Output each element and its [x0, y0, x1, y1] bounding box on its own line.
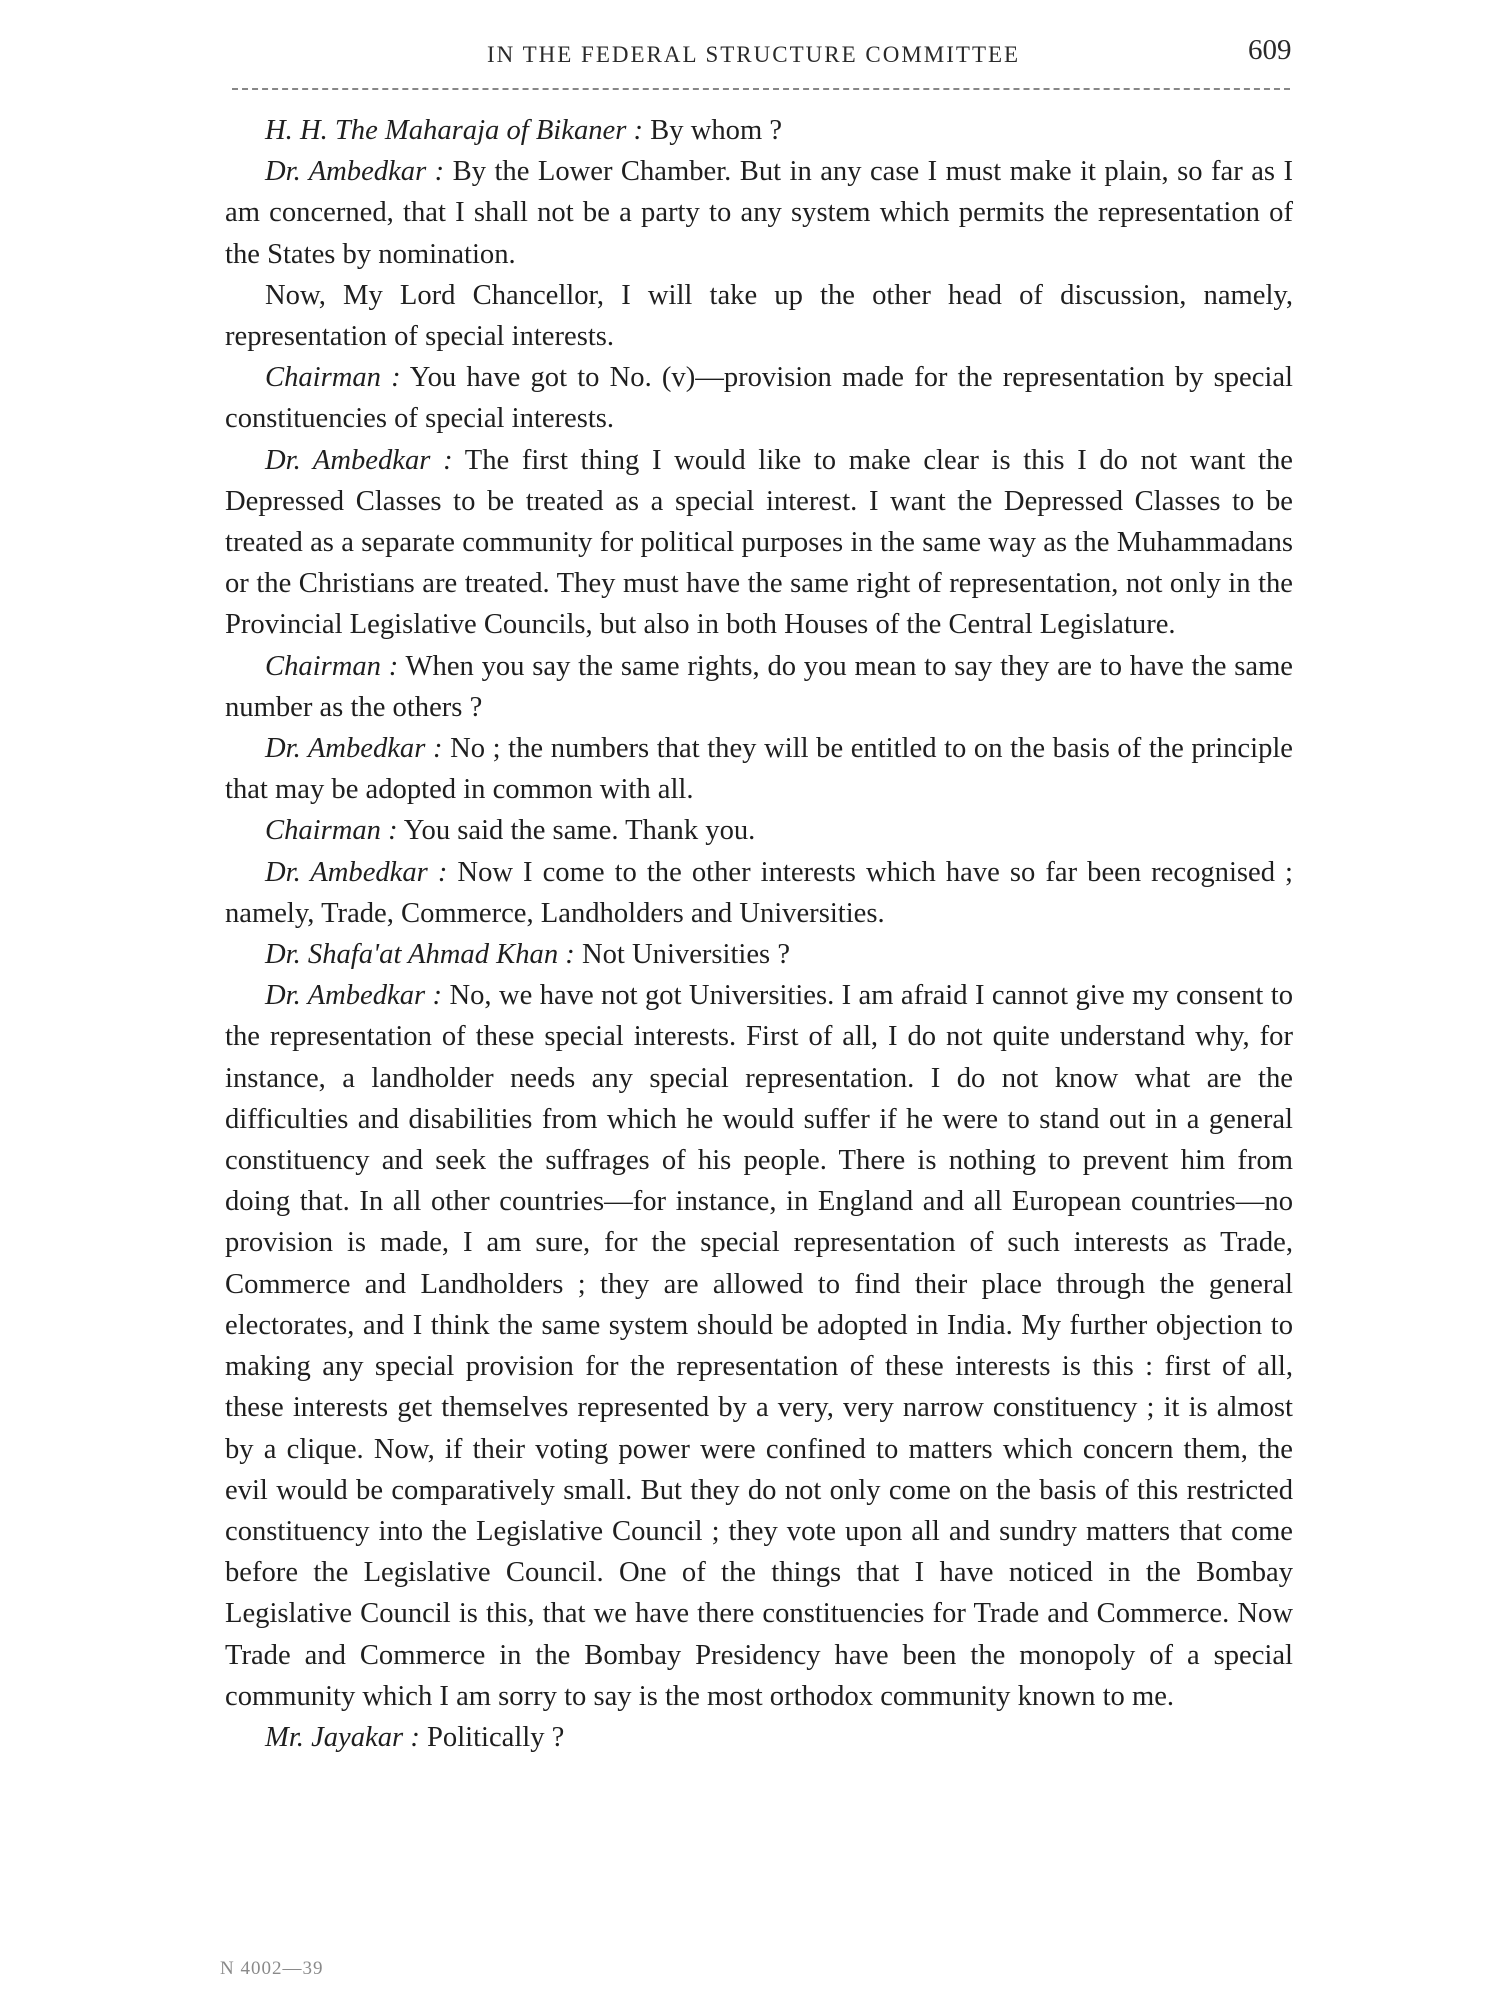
speaker-name: Dr. Ambedkar : — [265, 444, 453, 476]
header-rule — [232, 88, 1290, 90]
paragraph-text: No ; the numbers that they will be entitled to on the basis of the principle that may be adopted in common with all. — [225, 733, 1293, 806]
body-text — [225, 110, 1293, 1758]
paragraph-1 — [225, 110, 1293, 151]
speaker-name: H. H. The Maharaja of Bikaner : — [265, 115, 644, 146]
speaker-name: Mr. Jayakar : — [265, 1721, 420, 1753]
paragraph-text: By whom ? — [643, 115, 783, 146]
speaker-name: Dr. Ambedkar : — [265, 156, 445, 188]
speaker-name: Dr. Ambedkar : — [265, 856, 448, 888]
paragraph-text: When you say the same rights, do you mean to say they are to have the same number as the others ? — [225, 650, 1293, 723]
paragraph-11 — [225, 975, 1293, 1717]
printer-signature: N 4002—39 — [220, 1958, 324, 1979]
speaker-name: Chairman : — [265, 815, 398, 847]
speaker-name: Chairman : — [265, 362, 401, 394]
paragraph-text: Politically ? — [419, 1721, 565, 1753]
paragraph-7 — [225, 728, 1293, 810]
paragraph-text: Not Universities ? — [574, 939, 791, 971]
speaker-name: Dr. Ambedkar : — [265, 980, 443, 1012]
paragraph-text: By the Lower Chamber. But in any case I must make it plain, so far as I am concerned, that I shall not be a party to any system which permits the representation of the States by nomination. — [225, 156, 1293, 270]
paragraph-8 — [225, 810, 1293, 851]
paragraph-text: You said the same. Thank you. — [397, 815, 756, 847]
paragraph-text: No, we have not got Universities. I am afraid I cannot give my consent to the representation of these special interests. First of all, I do not quite understand why, for instance, a landholder needs any special representation. I do not know what are the difficulties and disabilities from which he would suffer if he were to stand out in a general constituency and seek the suffrages of his people. There is nothing to prevent him from doing that. In all other countries—for instance, in England and all European countries—no provision is made, I am sure, for the special representation of such interests as Trade, Commerce and Landholders ; they are allowed to find their place through the general electorates, and I think the same system should be adopted in India. My further objection to making any special provision for the representation of these interests is this : first of all, these interests get themselves represented by a very, very narrow constituency ; it is almost by a clique. Now, if their voting power were confined to matters which concern them, the evil would be comparatively small. But they do not only come on the basis of this restricted constituency into the Legislative Council ; they vote upon all and sundry matters that come before the Legislative Council. One of the things that I have noticed in the Bombay Legislative Council is this, that we have there constituencies for Trade and Commerce. Now Trade and Commerce in the Bombay Presidency have been the monopoly of a special community which I am sorry to say is the most orthodox community known to me. — [225, 980, 1294, 1712]
paragraph-12 — [225, 1717, 1293, 1758]
paragraph-2 — [225, 151, 1293, 275]
paragraph-4 — [225, 357, 1293, 439]
paragraph-text: Now, My Lord Chancellor, I will take up the other head of discussion, namely, representation of special interests. — [225, 279, 1293, 353]
paragraph-9 — [225, 852, 1293, 934]
paragraph-6 — [225, 646, 1293, 728]
paragraph-3 — [225, 275, 1293, 357]
running-head — [0, 34, 1500, 74]
speaker-name: Dr. Ambedkar : — [265, 733, 443, 765]
paragraph-5 — [225, 440, 1293, 646]
page-number: 609 — [1248, 34, 1292, 66]
speaker-name: Chairman : — [265, 650, 399, 682]
running-title: IN THE FEDERAL STRUCTURE COMMITTEE — [487, 42, 1021, 67]
paragraph-text: Now I come to the other interests which have so far been recognised ; namely, Trade, Commerce, Landholders and Universities. — [225, 856, 1294, 929]
paragraph-text: The first thing I would like to make clear is this I do not want the Depressed Classes to be treated as a special interest. I want the Depressed Classes to be treated as a separate community for political purposes in the same way as the Muhammadans or the Christians are treated. They must have the same right of representation, not only in the Provincial Legislative Councils, but also in both Houses of the Central Legislature. — [225, 444, 1293, 641]
paragraph-10 — [225, 934, 1293, 975]
paragraph-text: You have got to No. (v)—provision made for the representation by special constituencies of special interests. — [225, 362, 1294, 435]
speaker-name: Dr. Shafa'at Ahmad Khan : — [265, 939, 575, 971]
